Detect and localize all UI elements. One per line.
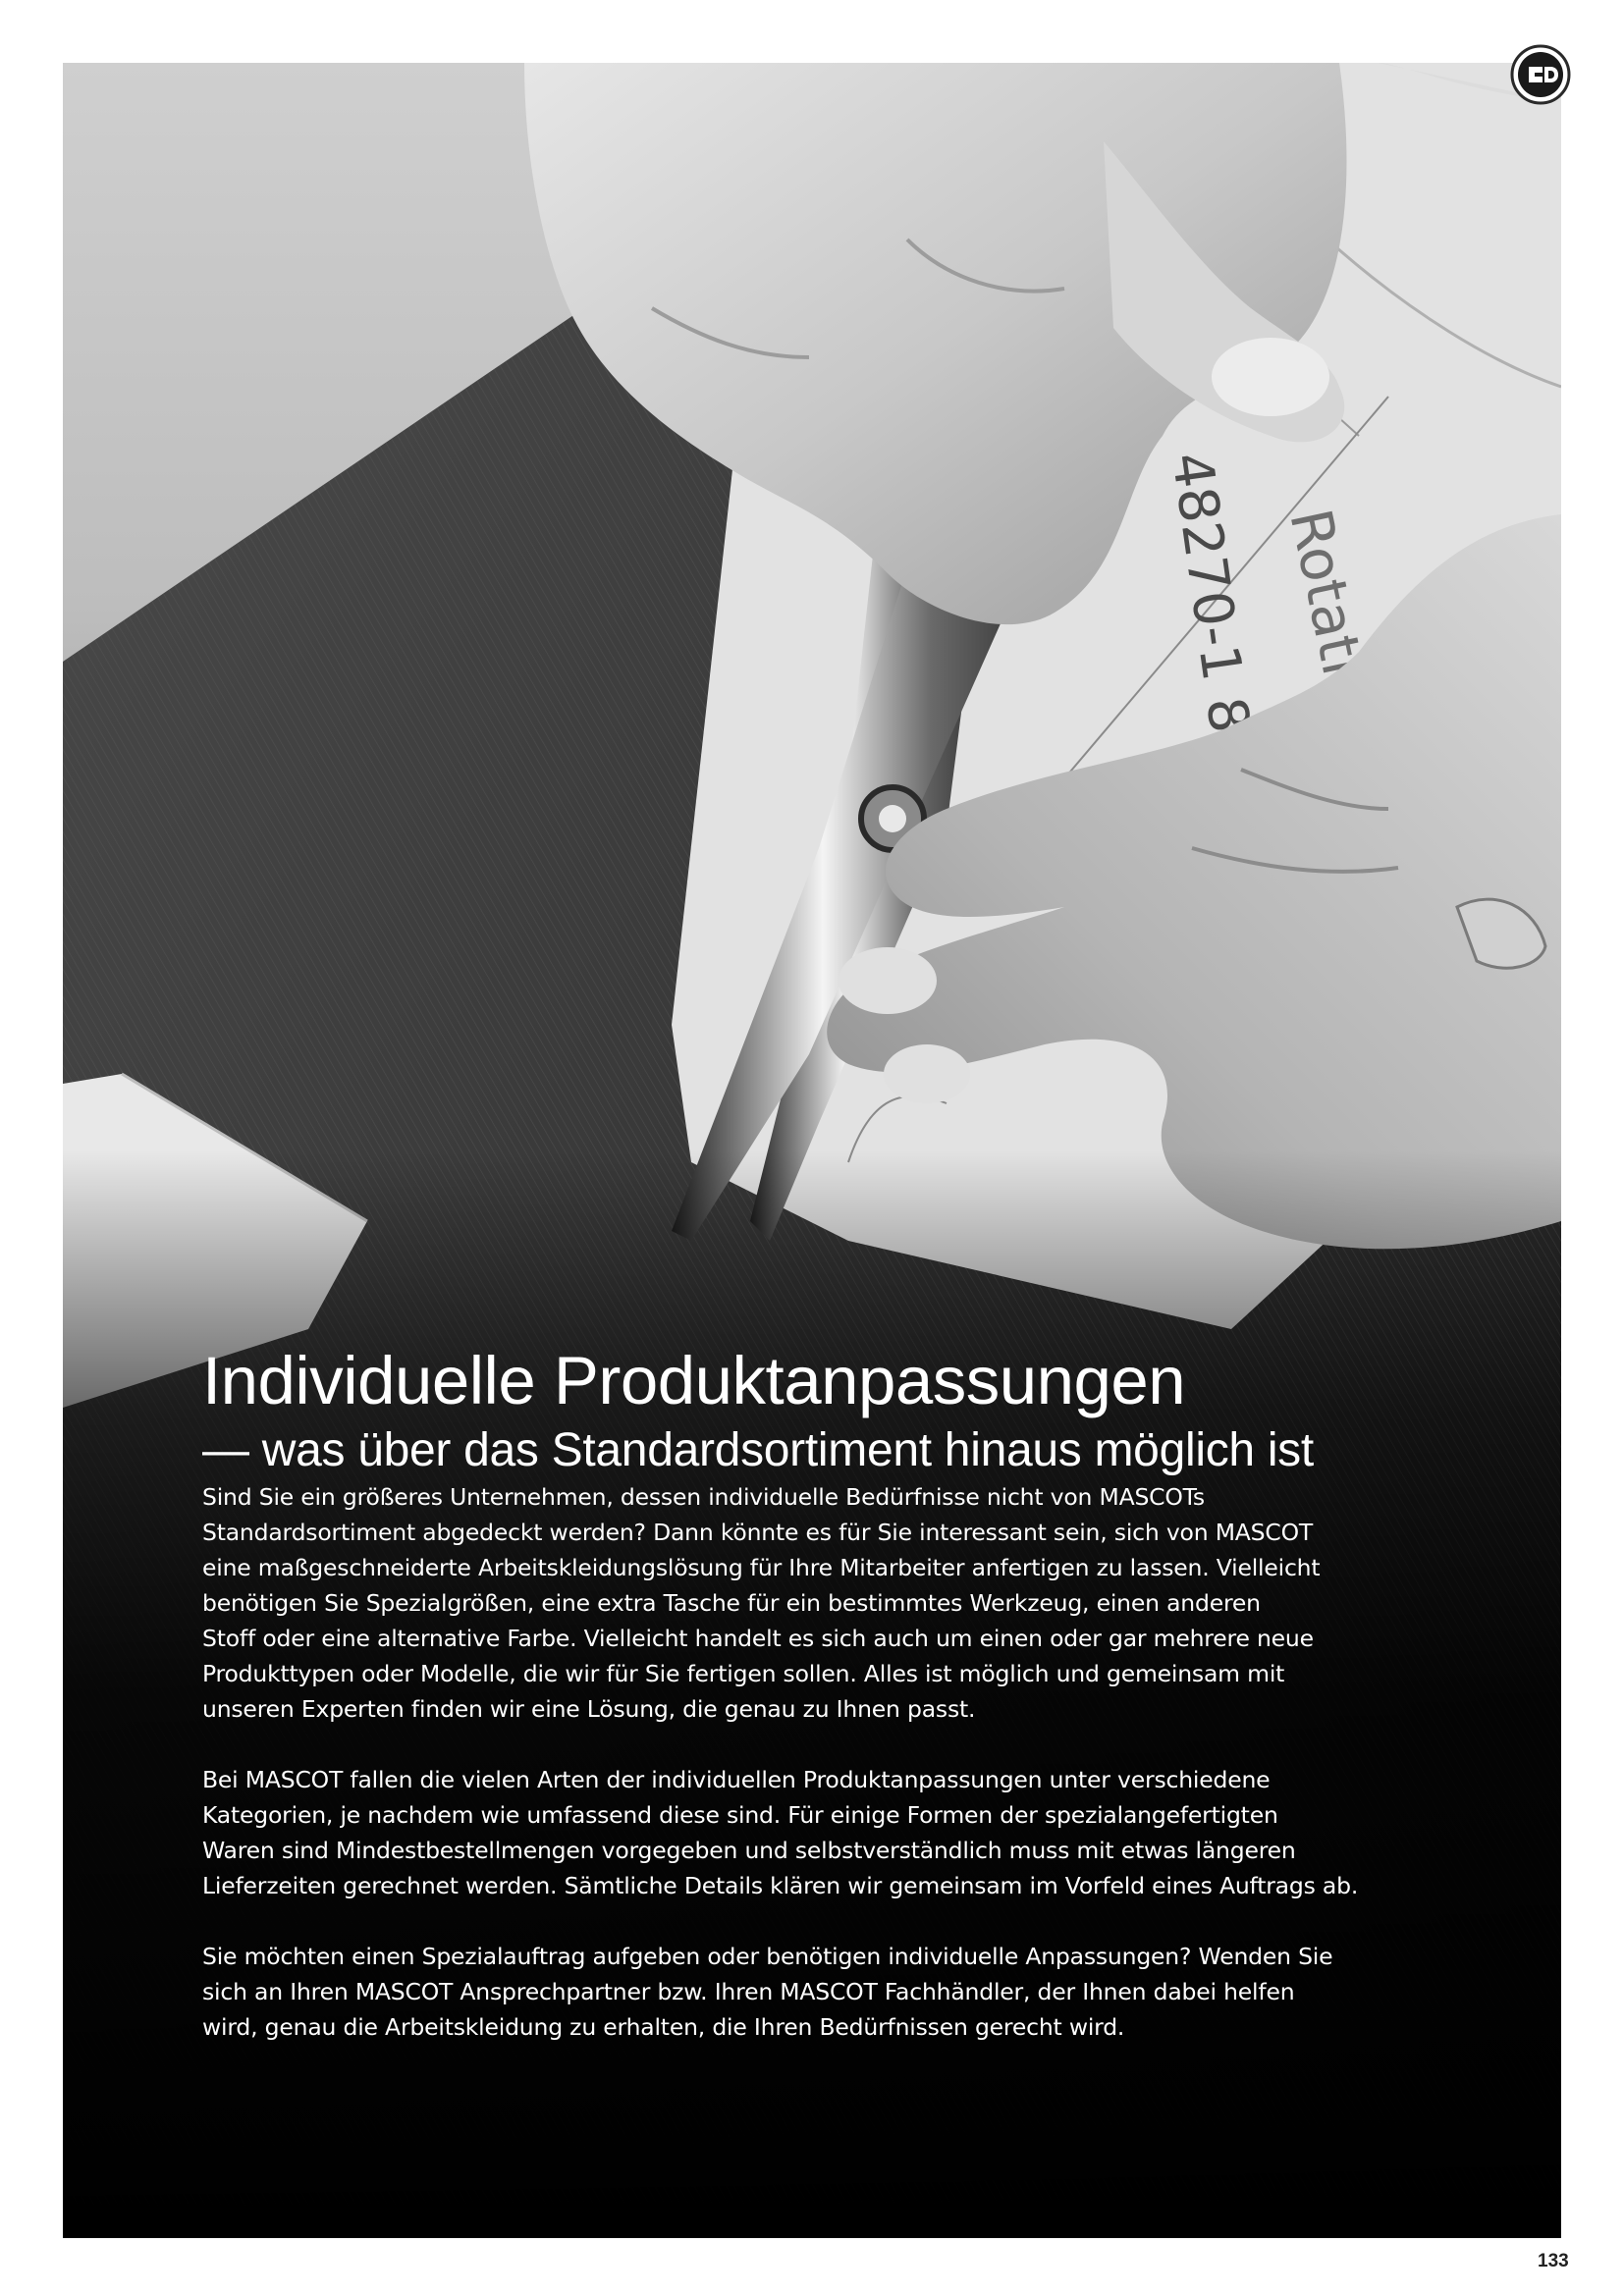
paragraph-contact: Sie möchten einen Spezialauftrag aufgeben oder benötigen individuelle Anpassungen? Wenden Sie sich an Ihren MASCOT Ansprechpartner bzw. Ihren MASCOT Fachhändler, der Ihnen dabei helfen wird, genau die Arbeitskleidung zu erhalten, die Ihren Bedürfnissen gerecht wird. [202, 1943, 1333, 2041]
page-subtitle: — was über das Standardsortiment hinaus möglich ist [202, 1424, 1314, 1476]
paragraph-categories: Bei MASCOT fallen die vielen Arten der individuellen Produktanpassungen unter verschiedene Kategorien, je nachdem wie umfassend diese sind. Für einige Formen der spezialangefertigten Waren sind Mindestbestellmengen vorgegeben und selbstverständlich muss mit etwas längeren Lieferzeiten gerechnet werden. Sämtliche Details klären wir gemeinsam im Vorfeld eines Auftrags ab. [202, 1766, 1359, 1899]
page-number: 133 [1538, 2251, 1569, 2271]
paragraph-intro: Sind Sie ein größeres Unternehmen, dessen individuelle Bedürfnisse nicht von MASCOTs Standardsortiment abgedeckt werden? Dann könnte es für Sie interessant sein, sich von MASCOT eine maßgeschneiderte Arbeitskleidungslösung für Ihre Mitarbeiter anfertigen zu lassen. Vielleicht benötigen Sie Spezialgrößen, eine extra Tasche für ein bestimmtes Werkzeug, einen anderen Stoff oder eine alternative Farbe. Vielleicht handelt es sich auch um einen oder gar mehrere neue Produkttypen oder Modelle, die wir für Sie fertigen sollen. Alles ist möglich und gemeinsam mit unseren Experten finden wir eine Lösung, die genau zu Ihnen passt. [202, 1483, 1321, 1723]
certified-badge-icon [1509, 43, 1572, 106]
article-text [202, 1340, 1489, 2080]
page-title: Individuelle Produktanpassungen [202, 1343, 1186, 1418]
